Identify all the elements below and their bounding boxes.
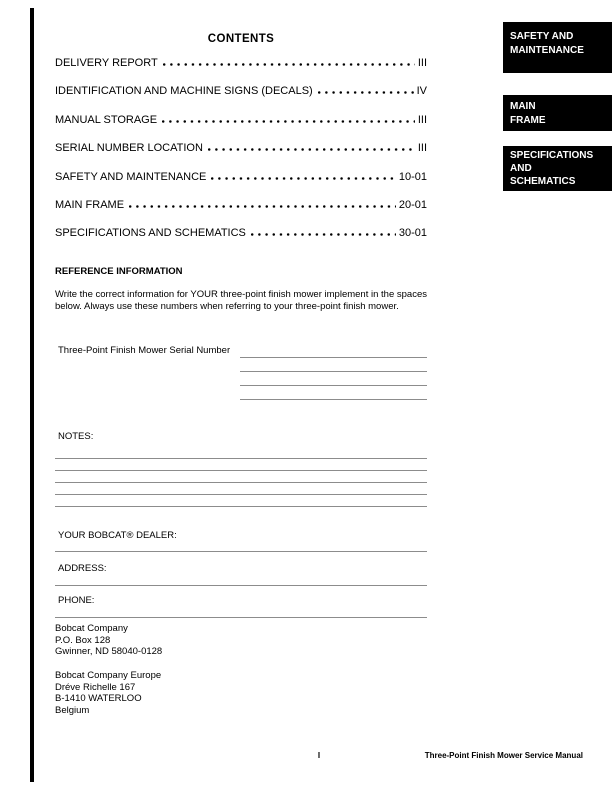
toc-leader-dots — [318, 91, 414, 94]
toc-leader-dots — [251, 233, 396, 236]
side-tab-label-line: FRAME — [510, 114, 546, 126]
notes-label: NOTES: — [58, 431, 94, 442]
serial-write-line — [240, 399, 427, 400]
address-block-us — [55, 623, 162, 658]
side-tab-label-line: MAINTENANCE — [510, 44, 584, 56]
reference-information-body: Write the correct information for YOUR three-point finish mower implement in the spaces below. Always use these numbers when referring to your three-point finish mower. — [55, 289, 427, 313]
toc-page-number: III — [417, 57, 427, 69]
footer-manual-title: Three-Point Finish Mower Service Manual — [424, 751, 583, 760]
side-tab-label-line: SCHEMATICS — [510, 176, 576, 187]
toc-leader-dots — [211, 177, 395, 180]
dealer-write-line — [55, 551, 427, 552]
toc-page-number: III — [417, 113, 427, 126]
phone-label: PHONE: — [58, 595, 95, 606]
notes-write-line — [55, 506, 427, 507]
address-line: Gwinner, ND 58040-0128 — [55, 646, 163, 658]
toc-page-number: IV — [416, 85, 427, 98]
toc-entry-label: MANUAL STORAGE — [55, 113, 158, 126]
address-line: B-1410 WATERLOO — [55, 693, 142, 705]
footer-page-number: I — [317, 751, 321, 760]
contents-heading: CONTENTS — [207, 33, 275, 45]
notes-write-line — [55, 470, 427, 471]
toc-entry — [55, 171, 427, 199]
toc-entry — [55, 227, 427, 255]
address-block-europe — [55, 670, 161, 716]
dealer-label: YOUR BOBCAT® DEALER: — [58, 530, 177, 541]
toc-page-number: 20-01 — [398, 198, 427, 211]
toc-entry-label: SPECIFICATIONS AND SCHEMATICS — [55, 227, 246, 240]
toc-entry-label: DELIVERY REPORT — [55, 57, 158, 69]
side-tab-label-line: SAFETY AND — [510, 31, 574, 42]
toc-entry — [55, 85, 427, 113]
notes-write-line — [55, 458, 427, 459]
address-write-line — [55, 585, 427, 586]
reference-information-heading: REFERENCE INFORMATION — [55, 266, 183, 277]
phone-write-line — [55, 617, 427, 618]
side-tab-label-line: AND — [510, 163, 532, 174]
address-line: Bobcat Company Europe — [55, 670, 162, 681]
toc-entry-label: SERIAL NUMBER LOCATION — [55, 142, 203, 155]
address-line: P.O. Box 128 — [55, 634, 111, 646]
serial-write-line — [240, 357, 427, 358]
side-tab-label-line: MAIN — [510, 101, 536, 112]
notes-write-line — [55, 494, 427, 495]
toc-page-number: 10-01 — [398, 170, 427, 183]
address-line: Dréve Richelle 167 — [55, 681, 136, 693]
left-accent-bar — [30, 8, 34, 782]
address-line: Belgium — [55, 704, 90, 716]
serial-number-label: Three-Point Finish Mower Serial Number — [58, 345, 231, 356]
toc-entry — [55, 114, 427, 142]
side-tab-specifications-and-schematics — [503, 146, 612, 191]
toc-entry — [55, 57, 427, 85]
notes-write-line — [55, 482, 427, 483]
address-label: ADDRESS: — [58, 563, 107, 574]
toc-leader-dots — [162, 120, 415, 123]
toc-leader-dots — [163, 63, 415, 66]
side-tab-label-line: SPECIFICATIONS — [510, 150, 594, 161]
serial-write-line — [240, 371, 427, 372]
side-tab-safety-and-maintenance — [503, 22, 612, 73]
toc-entry — [55, 199, 427, 227]
toc-leader-dots — [208, 148, 415, 151]
toc-entry — [55, 142, 427, 170]
toc-entry-label: SAFETY AND MAINTENANCE — [55, 170, 207, 183]
toc-entry-label: MAIN FRAME — [55, 198, 125, 211]
toc-page-number: 30-01 — [398, 227, 427, 240]
toc-entry-label: IDENTIFICATION AND MACHINE SIGNS (DECALS) — [55, 85, 313, 98]
serial-write-line — [240, 385, 427, 386]
address-line: Bobcat Company — [55, 623, 128, 634]
toc-leader-dots — [129, 205, 396, 208]
toc-page-number: III — [417, 142, 427, 155]
table-of-contents — [55, 57, 427, 256]
side-tab-main-frame — [503, 95, 612, 131]
